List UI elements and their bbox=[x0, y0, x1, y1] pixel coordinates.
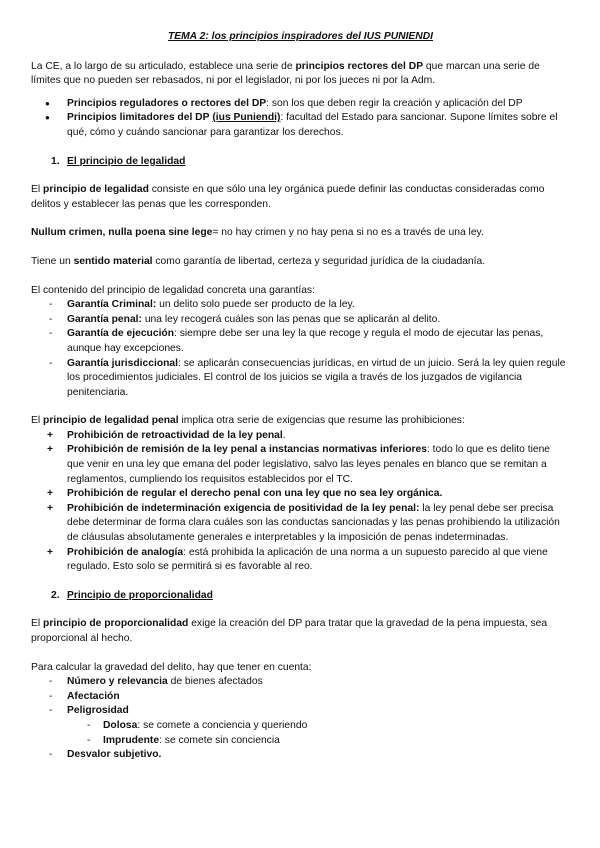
list-item: - Dolosa: se comete a conciencia y queriendo bbox=[31, 719, 570, 734]
paragraph: Tiene un sentido material como garantía de libertad, certeza y seguridad jurídica de la ciudadanía. bbox=[31, 255, 486, 267]
section-heading-2: 2. Principio de proporcionalidad bbox=[51, 589, 213, 601]
paragraph: El principio de legalidad penal implica otra serie de exigencias que resume las prohibiciones: bbox=[31, 415, 465, 427]
list-item: ● Principios reguladores o rectores del DP: son los que deben regir la creación y aplicación del DP bbox=[31, 97, 570, 112]
principles-list bbox=[31, 97, 570, 141]
gravedad-list-end bbox=[31, 748, 570, 763]
list-item: + Prohibición de retroactividad de la ley penal. bbox=[31, 429, 570, 444]
list-item: - Número y relevancia de bienes afectados bbox=[31, 675, 570, 690]
list-item: - Garantía de ejecución: siempre debe ser una ley la que recoge y regula el modo de ejecutar las penas, aunque hay excepciones. bbox=[31, 327, 570, 356]
list-item: - Afectación bbox=[31, 690, 570, 705]
prohibiciones-list bbox=[31, 429, 570, 575]
paragraph: El principio de proporcionalidad exige la creación del DP para tratar que la gravedad de la pena impuesta, sea proporcional al hecho. bbox=[31, 618, 548, 644]
paragraph: El contenido del principio de legalidad concreta una garantías: bbox=[31, 284, 315, 296]
intro-bold: principios rectores del DP bbox=[295, 60, 424, 72]
list-item: + Prohibición de indeterminación exigencia de positividad de la ley penal: la ley penal debe ser precisa debe determinar de forma clara cuáles son las conductas sancionadas y las penas prohibiendo la utilización de cláusulas absolutamente generales e interpretables y la imposición de penas indeterminadas. bbox=[31, 502, 570, 546]
list-item: - Peligrosidad bbox=[31, 704, 570, 719]
list-item: - Garantía penal: una ley recogerá cuáles son las penas que se aplicarán al delito. bbox=[31, 313, 570, 328]
paragraph: El principio de legalidad consiste en que sólo una ley orgánica puede definir las conductas consideradas como delitos y establecer las penas que les corresponden. bbox=[31, 184, 545, 210]
list-item: - Desvalor subjetivo. bbox=[31, 748, 570, 763]
list-item: - Garantía Criminal: un delito solo puede ser producto de la ley. bbox=[31, 298, 570, 313]
list-item: - Garantía jurisdiccional: se aplicarán consecuencias jurídicas, en virtud de un juicio. Será la ley quien regule los procedimientos judiciales. El control de los juicios se vigila a través de los juzgados de vigilancia penitenciaria. bbox=[31, 357, 570, 401]
list-item: + Prohibición de regular el derecho penal con una ley que no sea ley orgánica. bbox=[31, 487, 570, 502]
section-heading-1: 1. El principio de legalidad bbox=[51, 155, 186, 167]
gravedad-list bbox=[31, 675, 570, 719]
list-item: + Prohibición de analogía: está prohibida la aplicación de una norma a un supuesto parecido al que viene regulado. Esto solo se permitirá si es favorable al reo. bbox=[31, 546, 570, 575]
document-title: TEMA 2: los principios inspiradores del IUS PUNIENDI bbox=[167, 31, 434, 42]
list-item: + Prohibición de remisión de la ley penal a instancias normativas inferiores: todo lo que es delito tiene que venir en una ley que emana del poder legislativo, salvo las leyes penales en blanco que se remitan a reglamentos, cumpliendo los requisitos establecidos por el TC. bbox=[31, 443, 570, 487]
intro-text: La CE, a lo largo de su articulado, establece una serie de bbox=[31, 60, 296, 72]
intro-text-2: que marcan una serie de límites que no pueden ser rebasados, ni por el legislador, ni por los jueces ni por la Adm. bbox=[31, 60, 540, 87]
paragraph: Nullum crimen, nulla poena sine lege= no hay crimen y no hay pena si no es a través de una ley. bbox=[31, 227, 484, 239]
list-item: - Imprudente: se comete sin conciencia bbox=[31, 734, 570, 749]
list-item: ● Principios limitadores del DP (ius Puniendi): facultad del Estado para sancionar. Supone límites sobre el qué, cómo y cuándo sancionar para garantizar los derechos. bbox=[31, 111, 570, 140]
paragraph: Para calcular la gravedad del delito, hay que tener en cuenta: bbox=[31, 661, 312, 673]
garantias-list bbox=[31, 298, 570, 400]
peligrosidad-sublist bbox=[31, 719, 570, 748]
intro-paragraph bbox=[31, 60, 570, 89]
